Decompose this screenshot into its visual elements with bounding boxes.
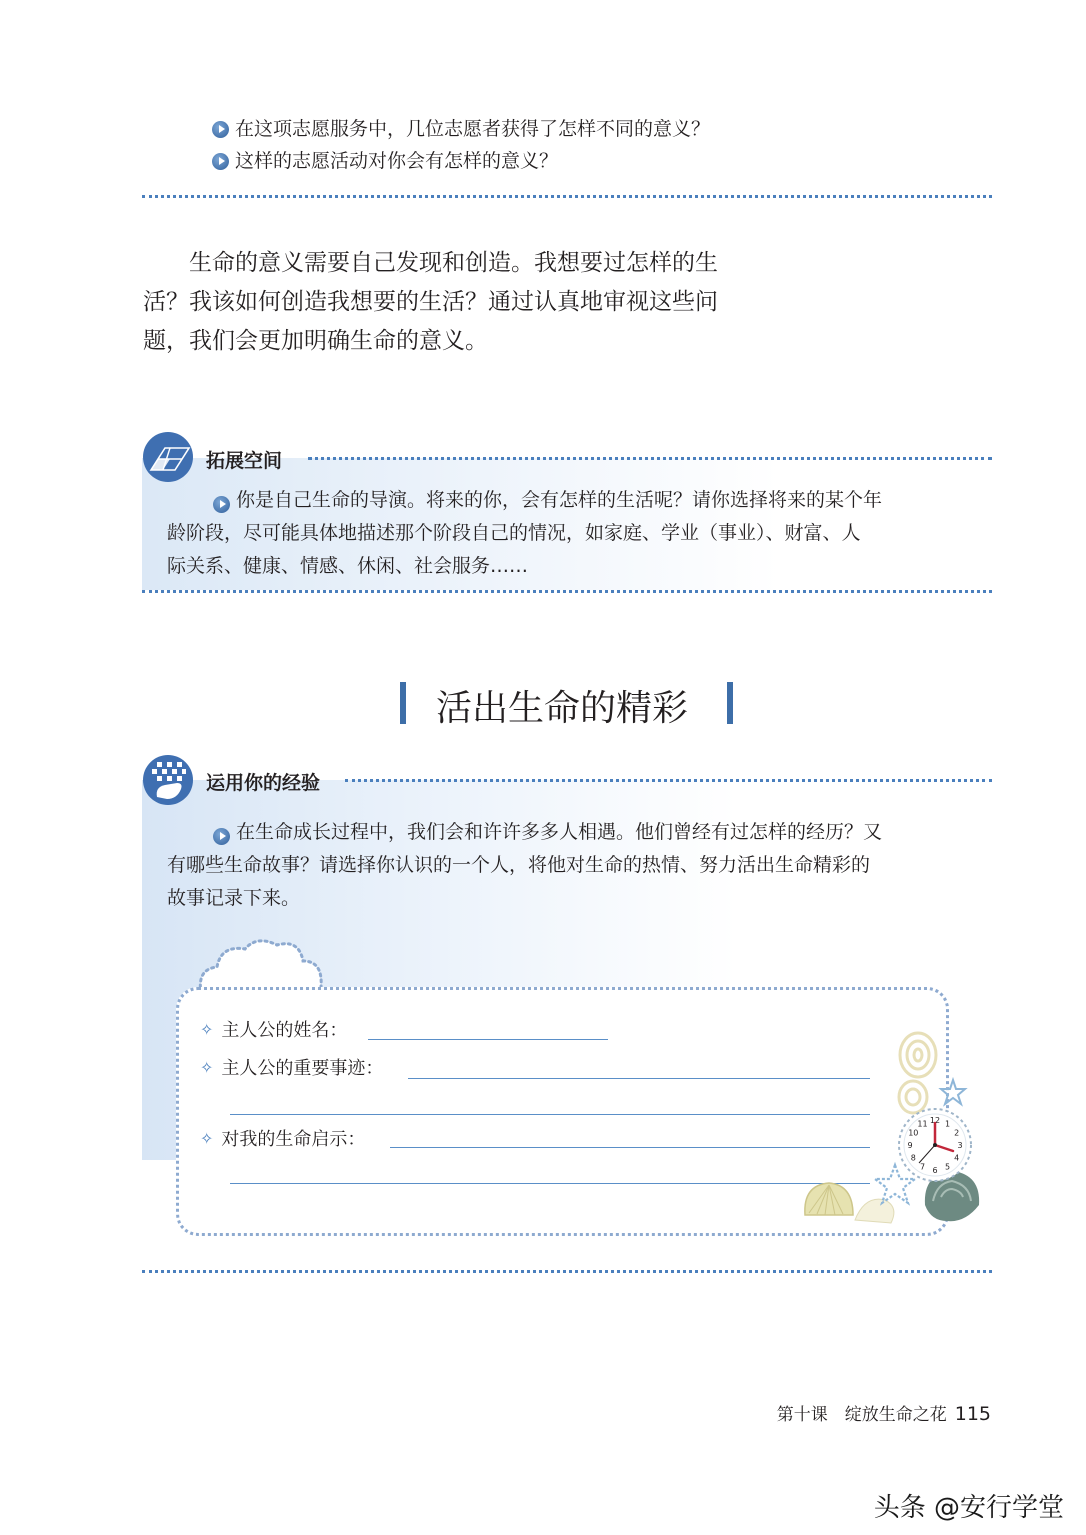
question-text: 在这项志愿服务中，几位志愿者获得了怎样不同的意义？ xyxy=(235,118,711,140)
box-line-text: 在生命成长过程中，我们会和许许多多人相遇。他们曾经有过怎样的经历？又 xyxy=(236,821,883,843)
clock-numeral: 6 xyxy=(932,1166,938,1175)
label-text: 主人公的姓名： xyxy=(221,1020,348,1041)
box-line xyxy=(167,484,977,517)
insight-field-label xyxy=(200,1125,365,1151)
name-field-label xyxy=(200,1016,347,1042)
box-line: 际关系、健康、情感、休闲、社会服务…… xyxy=(167,555,529,577)
arrow-bullet-icon xyxy=(213,828,230,845)
cloud-decoration xyxy=(195,935,335,995)
watermark: 头条 @安行学堂 xyxy=(873,1493,1064,1523)
heading-bar-left xyxy=(400,682,406,724)
heading-bar-right xyxy=(727,682,733,724)
paragraph-line: 活？我该如何创造我想要的生活？通过认真地审视这些问 xyxy=(143,289,718,315)
clock-numeral: 4 xyxy=(954,1153,960,1163)
arrow-bullet-icon xyxy=(213,496,230,513)
lesson-title: 第十课 绽放生命之花 xyxy=(776,1405,947,1425)
diamond-star-icon: ✧ xyxy=(200,1019,214,1039)
clock-numeral: 1 xyxy=(944,1119,951,1129)
clock-numeral: 5 xyxy=(944,1162,951,1172)
box-line xyxy=(167,816,977,849)
clock-numeral: 3 xyxy=(957,1141,963,1150)
clock-numeral: 7 xyxy=(919,1162,926,1172)
question-item xyxy=(212,149,558,173)
insight-input-line-2[interactable] xyxy=(230,1183,870,1184)
title-dots xyxy=(345,779,992,782)
grid-plane-icon xyxy=(143,432,193,482)
box-line-text: 你是自己生命的导演。将来的你，会有怎样的生活呢？请你选择将来的某个年 xyxy=(236,489,883,511)
paragraph-line: 生命的意义需要自己发现和创造。我想要过怎样的生 xyxy=(189,250,718,276)
experience-text xyxy=(167,816,977,915)
label-text: 对我的生命启示： xyxy=(221,1129,366,1150)
hand-pixel-icon xyxy=(143,755,193,805)
divider xyxy=(142,195,992,198)
page-number: 115 xyxy=(954,1403,991,1425)
clock-numeral: 8 xyxy=(910,1153,916,1163)
section-title: 运用你的经验 xyxy=(206,772,321,794)
divider xyxy=(142,590,992,593)
arrow-bullet-icon xyxy=(212,153,229,170)
clock-icon xyxy=(895,1105,975,1185)
clock-numeral: 9 xyxy=(907,1141,913,1150)
question-text: 这样的志愿活动对你会有怎样的意义？ xyxy=(235,150,559,172)
name-input-line[interactable] xyxy=(368,1039,608,1040)
diamond-star-icon: ✧ xyxy=(200,1128,214,1148)
box-line: 龄阶段，尽可能具体地描述那个阶段自己的情况，如家庭、学业（事业）、财富、人 xyxy=(167,522,861,544)
label-text: 主人公的重要事迹： xyxy=(221,1058,384,1079)
diamond-star-icon: ✧ xyxy=(200,1057,214,1077)
question-item xyxy=(212,117,710,141)
clock-numeral: 2 xyxy=(954,1128,960,1138)
arrow-bullet-icon xyxy=(212,121,229,138)
page-footer xyxy=(777,1400,991,1425)
deeds-field-label xyxy=(200,1054,383,1080)
section-title: 拓展空间 xyxy=(206,450,283,472)
paragraph-line: 题，我们会更加明确生命的意义。 xyxy=(143,328,488,354)
title-dots xyxy=(308,457,992,460)
body-paragraph xyxy=(143,244,793,361)
box-line: 故事记录下来。 xyxy=(167,887,301,909)
clock-numeral: 12 xyxy=(929,1116,941,1125)
section-heading: 活出生命的精彩 xyxy=(436,688,689,729)
box-line: 有哪些生命故事？请选择你认识的一个人，将他对生命的热情、努力活出生命精彩的 xyxy=(167,854,871,876)
expansion-text xyxy=(167,484,977,583)
divider xyxy=(142,1270,992,1273)
clock-numeral: 11 xyxy=(917,1119,928,1129)
clock-numeral: 10 xyxy=(908,1128,919,1138)
deeds-input-line-2[interactable] xyxy=(230,1114,870,1115)
